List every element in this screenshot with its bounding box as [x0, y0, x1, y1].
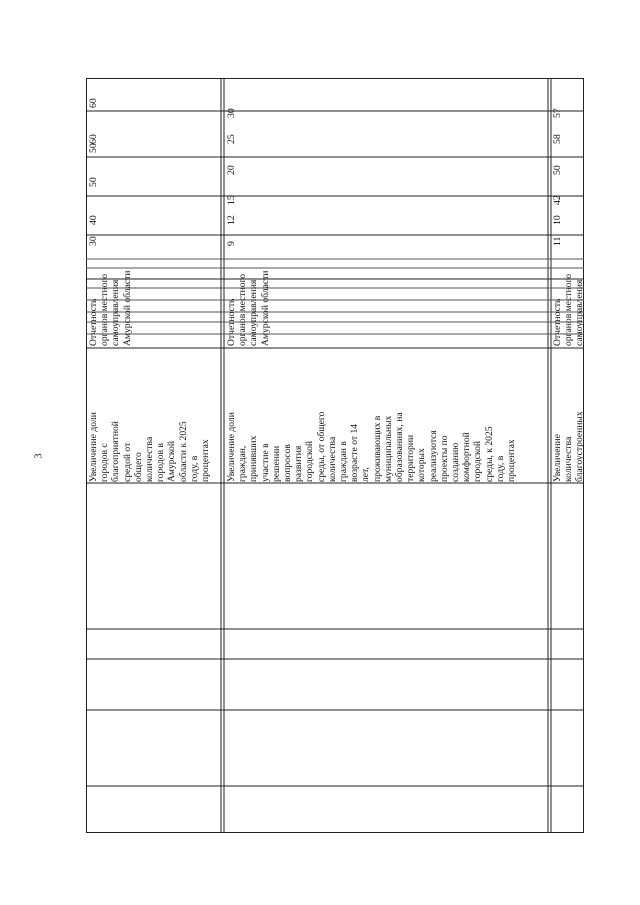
- indicator-table: Увеличение доли городов с благоприятной средой от общего количества городов в Амурской области к 2025 году, в процентах Отчетность органов местного самоуправления Амурской области 30 40 50 50 60 60 Увеличение доли граждан, принявших участие в решении вопросов развития городской среды, от общего количества граждан в возрасте от 14 лет, проживающих в муниципальных образованиях, на территории которых реализуются проекты по созданию комфортной городской среды, к 2025 году, в процентах Отчетность органов местного самоуправления Амурской области 9 12 15 20 25 30 Увеличение количества благоустроенных Отчетность органов местного самоуправления 11 10 42 50 58 57: [86, 78, 584, 833]
- page-number: 3: [33, 453, 45, 459]
